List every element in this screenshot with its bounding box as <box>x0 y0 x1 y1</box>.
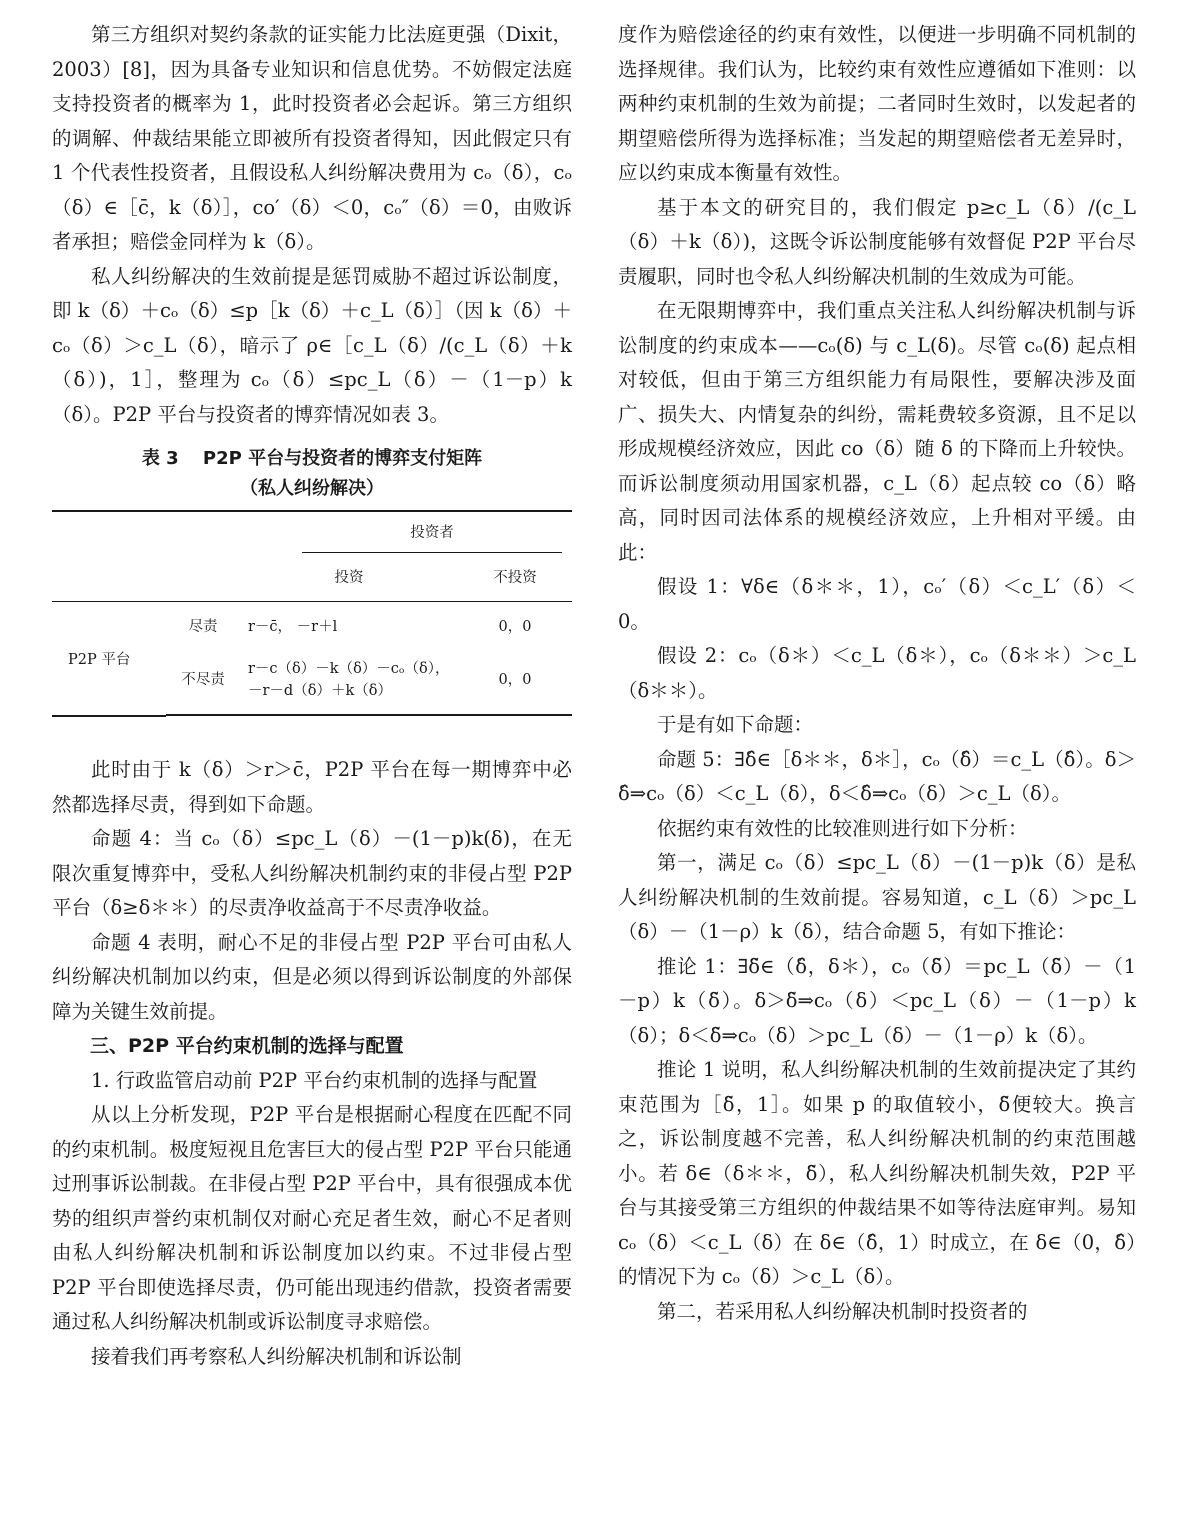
group-header-investor: 投资者 <box>302 522 562 553</box>
col-header-noinvest: 不投资 <box>458 559 572 602</box>
row-player-label: P2P 平台 <box>68 651 131 668</box>
paragraph: 于是有如下命题： <box>657 713 814 736</box>
right-column <box>618 18 1136 1329</box>
paragraph: 从以上分析发现，P2P 平台是根据耐心程度在匹配不同的约束机制。极度短视且危害巨大的侵占型 P2P 平台只能通过刑事诉讼制裁。在非侵占型 P2P 平台中，具有很强成本优势的组织声誉约束机制仅对耐心充足者生效，耐心不足者则由私人纠纷解决机制和诉讼制度加以约束。不过非侵占型 P2P 平台即使选择尽责，仍可能出现违约借款，投资者需要通过私人纠纷解决机制或诉讼制度寻求赔偿。 <box>52 1103 572 1333</box>
section-heading: 三、P2P 平台约束机制的选择与配置 <box>90 1035 404 1057</box>
paragraph: 依据约束有效性的比较准则进行如下分析： <box>657 816 1028 840</box>
subsection-heading: 1. 行政监管启动前 P2P 平台约束机制的选择与配置 <box>91 1068 538 1092</box>
payoff-matrix-table <box>52 510 572 717</box>
paragraph: 度作为赔偿途径的约束有效性，以便进一步明确不同机制的选择规律。我们认为，比较约束有效性应遵循如下准则：以两种约束机制的生效为前提；二者同时生效时，以发起者的期望赔偿所得为选择标准；当发起的期望赔偿者无差异时，应以约束成本衡量有效性。 <box>618 23 1136 184</box>
cell-negligent-noinvest: 0，0 <box>458 650 572 715</box>
left-column <box>52 18 572 1374</box>
hypothesis-1: 假设 1：∀δ∈（δ＊＊，1），cₒ′（δ）＜c_L′（δ）＜0。 <box>618 575 1136 633</box>
hypothesis-2: 假设 2：cₒ（δ＊）＜c_L（δ＊），cₒ（δ＊＊）＞c_L（δ＊＊）。 <box>618 644 1136 702</box>
proposition-5: 命题 5：∃δ̂∈［δ＊＊，δ＊］，cₒ（δ̂）＝c_L（δ̂）。δ＞δ̂⇒cₒ（δ）＜c_L（δ），δ＜δ̂⇒cₒ（δ）＞c_L（δ）。 <box>618 747 1136 805</box>
row-label-diligent: 尽责 <box>188 619 218 635</box>
paragraph: 推论 1 说明，私人纠纷解决机制的生效前提决定了其约束范围为［δ̃，1］。如果 p 的取值较小，δ̃便较大。换言之，诉讼制度越不完善，私人纠纷解决机制的约束范围越小。若 δ∈（δ＊＊，δ̃），私人纠纷解决机制失效，P2P 平台与其接受第三方组织的仲裁结果不如等待法庭审判。易知 cₒ（δ）＜c_L（δ）在 δ∈（δ̂，1）时成立，在 δ∈（0，δ̂）的情况下为 cₒ（δ）＞c_L（δ）。 <box>618 1058 1136 1288</box>
table-subcaption: （私人纠纷解决） <box>240 478 384 499</box>
paragraph: 命题 4 表明，耐心不足的非侵占型 P2P 平台可由私人纠纷解决机制加以约束，但是必须以得到诉讼制度的外部保障为关键生效前提。 <box>52 930 572 1023</box>
row-label-negligent: 不尽责 <box>166 650 240 715</box>
paragraph: 私人纠纷解决的生效前提是惩罚威胁不超过诉讼制度，即 k（δ）＋cₒ（δ）≤p［k（δ）＋c_L（δ）］（因 k（δ）＋cₒ（δ）＞c_L（δ），暗示了 ρ∈［c_L（δ）/(c_L（δ）＋k（δ）)，1］，整理为 cₒ（δ）≤pc_L（δ）－（1－p）k（δ）。P2P 平台与投资者的博弈情况如表 3。 <box>52 264 572 426</box>
paragraph: 接着我们再考察私人纠纷解决机制和诉讼制 <box>91 1344 462 1368</box>
cell-diligent-noinvest: 0，0 <box>498 619 532 635</box>
paragraph: 第一，满足 cₒ（δ）≤pc_L（δ）－(1－p)k（δ）是私人纠纷解决机制的生效前提。容易知道，c_L（δ）＞pc_L（δ）－（1－ρ）k（δ），结合命题 5，有如下推论： <box>618 851 1136 943</box>
proposition-4: 命题 4：当 cₒ（δ）≤pc_L（δ）－(1－p)k(δ)，在无限次重复博弈中，受私人纠纷解决机制约束的非侵占型 P2P 平台（δ≥δ＊＊）的尽责净收益高于不尽责净收益。 <box>52 827 572 919</box>
cell-negligent-invest: r－c（δ）－k（δ）－cₒ（δ）， －r－d（δ）＋k（δ） <box>240 650 458 715</box>
cell-diligent-invest: r－c̄， －r＋l <box>248 619 338 635</box>
corollary-1: 推论 1：∃δ̃∈（δ̂，δ＊），cₒ（δ̃）＝pc_L（δ̃）－（1－p）k（δ̃）。δ＞δ̃⇒cₒ（δ）＜pc_L（δ）－（1－p）k（δ）；δ＜δ̃⇒cₒ（δ）＞pc_L（δ）－（1－ρ）k（δ）。 <box>618 954 1136 1047</box>
col-header-invest: 投资 <box>240 559 458 602</box>
paragraph: 在无限期博弈中，我们重点关注私人纠纷解决机制与诉讼制度的约束成本——cₒ(δ) 与 c_L(δ)。尽管 cₒ(δ) 起点相对较低，但由于第三方组织能力有局限性，要解决涉及面广、损失大、内情复杂的纠纷，需耗费较多资源，且不足以形成规模经济效应，因此 co（δ）随 δ 的下降而上升较快。而诉讼制度须动用国家机器，c_L（δ）起点较 co（δ）略高，同时因司法体系的规模经济效应，上升相对平缓。由此： <box>618 299 1136 564</box>
paragraph: 第二，若采用私人纠纷解决机制时投资者的 <box>657 1299 1028 1323</box>
paragraph: 基于本文的研究目的，我们假定 p≥c_L（δ）/(c_L（δ）＋k（δ）)，这既令诉讼制度能够有效督促 P2P 平台尽责履职，同时也令私人纠纷解决机制的生效成为可能。 <box>618 195 1136 288</box>
table-caption: 表 3 P2P 平台与投资者的博弈支付矩阵 <box>141 448 483 469</box>
paragraph: 此时由于 k（δ）＞r＞c̄，P2P 平台在每一期博弈中必然都选择尽责，得到如下命题。 <box>52 758 572 816</box>
paragraph: 第三方组织对契约条款的证实能力比法庭更强（Dixit，2003）[8]，因为具备专业知识和信息优势。不妨假定法庭支持投资者的概率为 1，此时投资者必会起诉。第三方组织的调解、仲裁结果能立即被所有投资者得知，因此假定只有 1 个代表性投资者，且假设私人纠纷解决费用为 cₒ（δ），cₒ（δ）∈［c̄，k（δ）］，co′（δ）＜0，cₒ″（δ）＝0，由败诉者承担；赔偿金同样为 k（δ）。 <box>52 23 572 253</box>
